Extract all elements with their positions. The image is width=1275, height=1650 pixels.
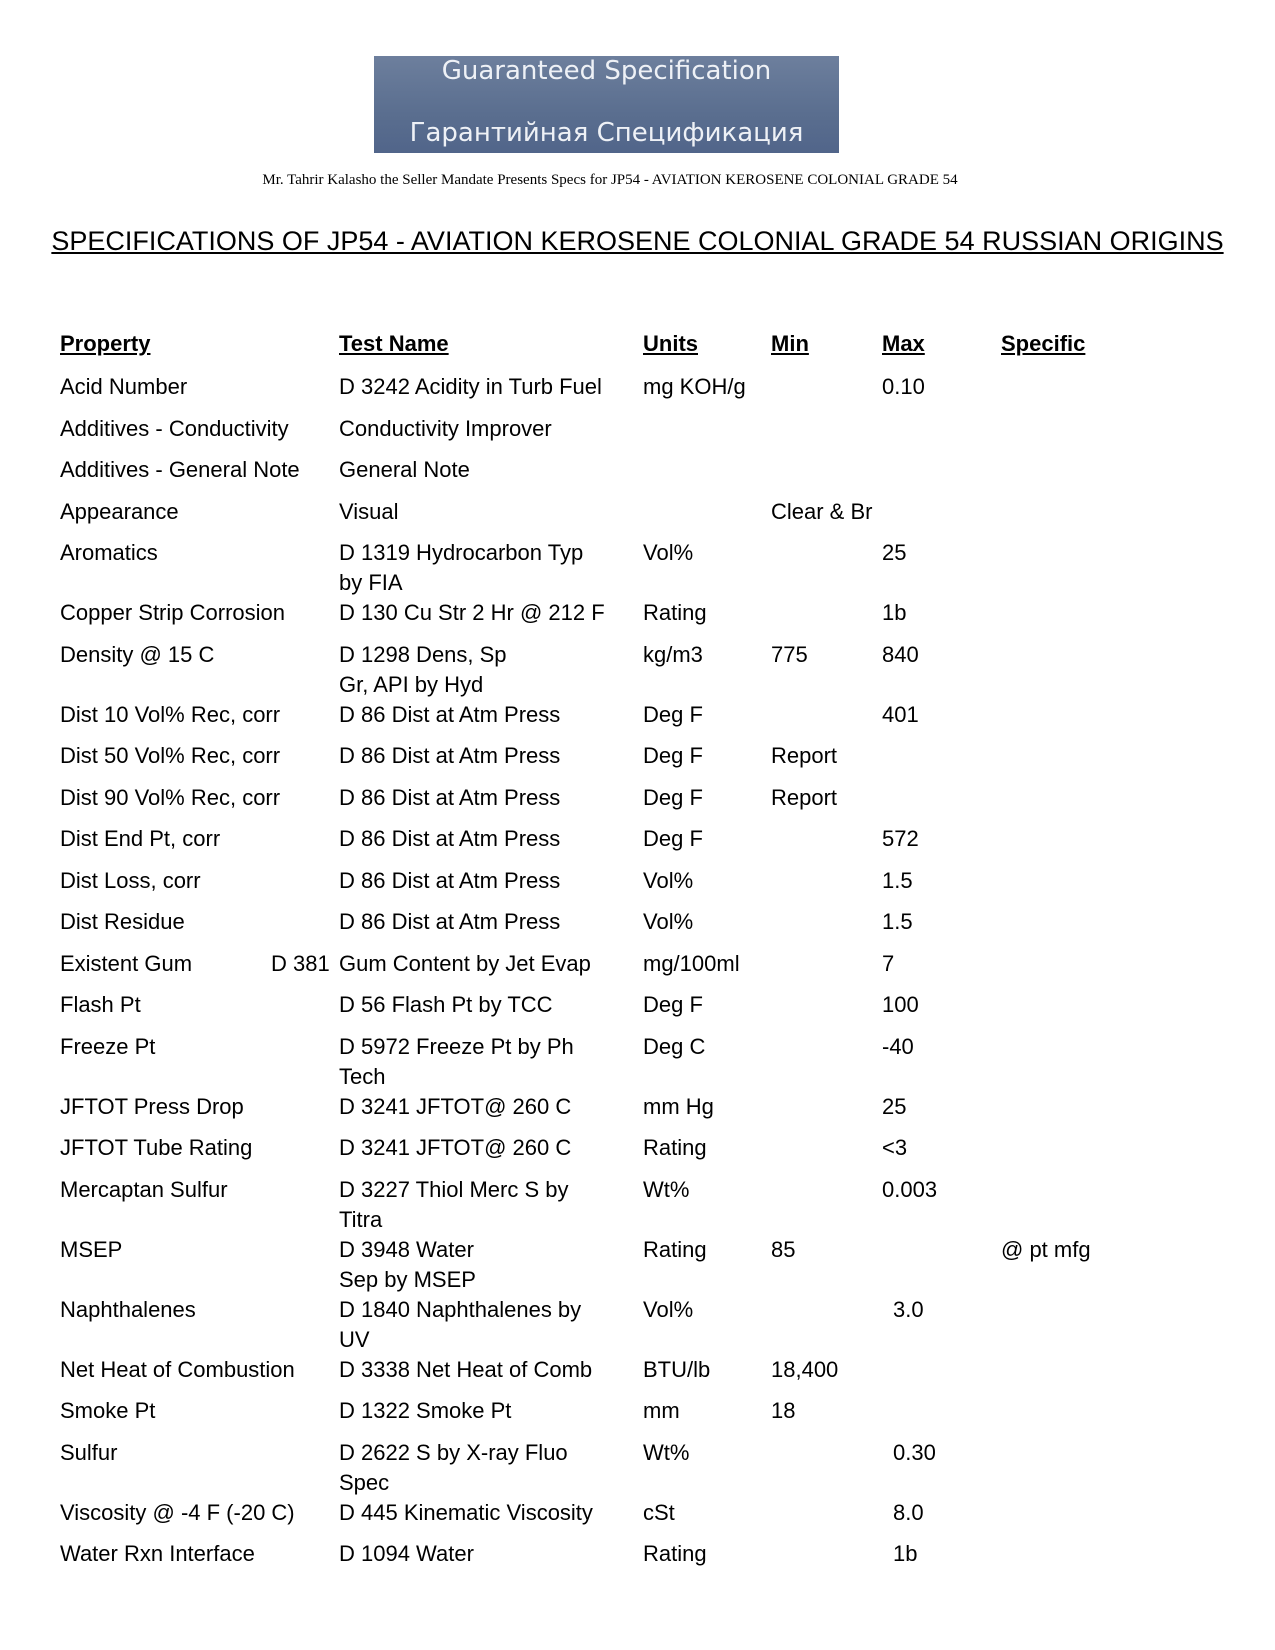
row-property: Density @ 15 C (60, 641, 215, 667)
row-min: 18 (771, 1398, 796, 1423)
row-units: Deg C (643, 1033, 706, 1059)
row-test-name: D 3338 Net Heat of Comb (339, 1356, 593, 1382)
row-units: Rating (643, 600, 707, 625)
row-max: 1b (893, 1541, 918, 1566)
row-specific: @ pt mfg (1001, 1236, 1091, 1262)
row-max: 1b (882, 600, 907, 625)
row-units: Vol% (643, 540, 694, 565)
row-test-name: D 445 Kinematic Viscosity (339, 1499, 593, 1525)
row-units: Deg F (643, 826, 703, 851)
row-max: 1.5 (882, 909, 913, 934)
row-max: 572 (882, 826, 919, 851)
header-units: Units (643, 331, 698, 356)
row-max: 0.003 (882, 1176, 938, 1202)
header-banner (374, 56, 839, 153)
row-property: Dist 90 Vol% Rec, corr (60, 784, 281, 810)
row-test-name: D 1322 Smoke Pt (339, 1398, 512, 1423)
row-test-name: D 56 Flash Pt by TCC (339, 992, 553, 1017)
row-property: Dist End Pt, corr (60, 826, 221, 851)
row-test-name: D 3241 JFTOT@ 260 C (339, 1135, 572, 1160)
row-property: Existent Gum (60, 950, 193, 976)
row-max: 1.5 (882, 867, 913, 893)
row-min: 85 (771, 1236, 796, 1262)
row-units: kg/m3 (643, 641, 703, 667)
page-title: SPECIFICATIONS OF JP54 - AVIATION KEROSENE COLONIAL GRADE 54 RUSSIAN ORIGINS (51, 226, 1224, 256)
row-max: <3 (882, 1135, 908, 1160)
row-test-name: D 1840 Naphthalenes by UV (339, 1296, 582, 1352)
row-units: mg/100ml (643, 950, 740, 976)
row-property: JFTOT Tube Rating (60, 1135, 253, 1160)
row-property: Appearance (60, 498, 179, 524)
row-property: Net Heat of Combustion (60, 1356, 295, 1382)
row-units: Deg F (643, 992, 703, 1017)
row-property: Flash Pt (60, 992, 141, 1017)
row-test-prefix: D 381 (271, 950, 330, 976)
row-min: Report (771, 743, 838, 768)
row-units: Vol% (643, 867, 694, 893)
row-units: Rating (643, 1236, 707, 1262)
row-units: mm Hg (643, 1093, 714, 1119)
row-max: 7 (882, 950, 895, 976)
row-property: Viscosity @ -4 F (-20 C) (60, 1499, 295, 1525)
row-units: Vol% (643, 1296, 694, 1322)
subtitle: Mr. Tahrir Kalasho the Seller Mandate Presents Specs for JP54 - AVIATION KEROSENE COLONIAL GRADE 54 (262, 172, 958, 188)
row-property: Dist Residue (60, 909, 185, 934)
row-test-name: Conductivity Improver (339, 415, 552, 441)
row-property: Sulfur (60, 1439, 118, 1465)
row-units: Rating (643, 1135, 707, 1160)
row-property: Acid Number (60, 374, 188, 399)
row-units: mg KOH/g (643, 374, 746, 399)
row-units: Rating (643, 1541, 707, 1566)
row-test-name: D 3948 Water Sep by MSEP (339, 1236, 476, 1292)
row-units: Wt% (643, 1439, 690, 1465)
row-units: cSt (643, 1499, 675, 1525)
row-property: MSEP (60, 1236, 123, 1262)
row-property: Freeze Pt (60, 1033, 156, 1059)
row-test-name: D 3241 JFTOT@ 260 C (339, 1093, 572, 1119)
row-max: 3.0 (893, 1296, 924, 1322)
row-units: Deg F (643, 701, 703, 727)
row-test-name: D 86 Dist at Atm Press (339, 909, 561, 934)
row-test-name: D 1319 Hydrocarbon Typ by FIA (339, 540, 584, 595)
row-units: mm (643, 1398, 680, 1423)
row-max: 100 (882, 992, 919, 1017)
row-property: Naphthalenes (60, 1296, 196, 1322)
row-test-name: D 86 Dist at Atm Press (339, 867, 561, 893)
row-test-name: D 5972 Freeze Pt by Ph Tech (339, 1033, 574, 1089)
row-property: Additives - General Note (60, 457, 300, 482)
header-test-name: Test Name (339, 331, 449, 356)
row-test-name: D 130 Cu Str 2 Hr @ 212 F (339, 600, 605, 625)
row-property: Dist 10 Vol% Rec, corr (60, 701, 281, 727)
row-property: Dist 50 Vol% Rec, corr (60, 743, 281, 768)
row-test-name: D 86 Dist at Atm Press (339, 701, 561, 727)
header-min: Min (771, 331, 809, 356)
row-test-name: General Note (339, 457, 470, 482)
row-max: 401 (882, 701, 919, 727)
row-property: Mercaptan Sulfur (60, 1176, 228, 1202)
row-max: 8.0 (893, 1499, 924, 1525)
row-units: Deg F (643, 784, 703, 810)
row-test-name: Visual (339, 498, 399, 524)
row-test-name: D 2622 S by X-ray Fluo Spec (339, 1439, 568, 1495)
row-test-name: D 1298 Dens, Sp Gr, API by Hyd (339, 641, 507, 697)
header-specific: Specific (1001, 331, 1086, 356)
row-property: Dist Loss, corr (60, 867, 201, 893)
row-units: BTU/lb (643, 1356, 711, 1382)
row-max: 25 (882, 540, 907, 565)
row-property: JFTOT Press Drop (60, 1093, 244, 1119)
row-units: Deg F (643, 743, 703, 768)
row-max: 0.30 (893, 1439, 936, 1465)
banner-english-text: Guaranteed Specification (441, 56, 772, 86)
row-test-name: Gum Content by Jet Evap (339, 950, 591, 976)
row-test-name: D 86 Dist at Atm Press (339, 743, 561, 768)
row-max: -40 (882, 1033, 914, 1059)
row-max: 25 (882, 1093, 907, 1119)
row-test-name: D 3227 Thiol Merc S by Titra (339, 1176, 569, 1232)
row-property: Copper Strip Corrosion (60, 600, 285, 625)
row-min: Clear & Br (771, 498, 873, 524)
row-units: Vol% (643, 909, 694, 934)
row-units: Wt% (643, 1176, 690, 1202)
banner-russian-text: Гарантийная Спецификация (409, 118, 804, 148)
row-max: 0.10 (882, 374, 925, 399)
row-test-name: D 3242 Acidity in Turb Fuel (339, 374, 602, 399)
row-max: 840 (882, 641, 919, 667)
header-max: Max (882, 331, 925, 356)
row-test-name: D 86 Dist at Atm Press (339, 826, 561, 851)
row-property: Water Rxn Interface (60, 1541, 255, 1566)
row-property: Smoke Pt (60, 1398, 156, 1423)
row-property: Aromatics (60, 540, 158, 565)
row-min: 18,400 (771, 1356, 839, 1382)
row-test-name: D 86 Dist at Atm Press (339, 784, 561, 810)
row-test-name: D 1094 Water (339, 1541, 474, 1566)
row-min: Report (771, 784, 838, 810)
row-min: 775 (771, 641, 808, 667)
header-property: Property (60, 331, 151, 356)
row-property: Additives - Conductivity (60, 415, 289, 441)
